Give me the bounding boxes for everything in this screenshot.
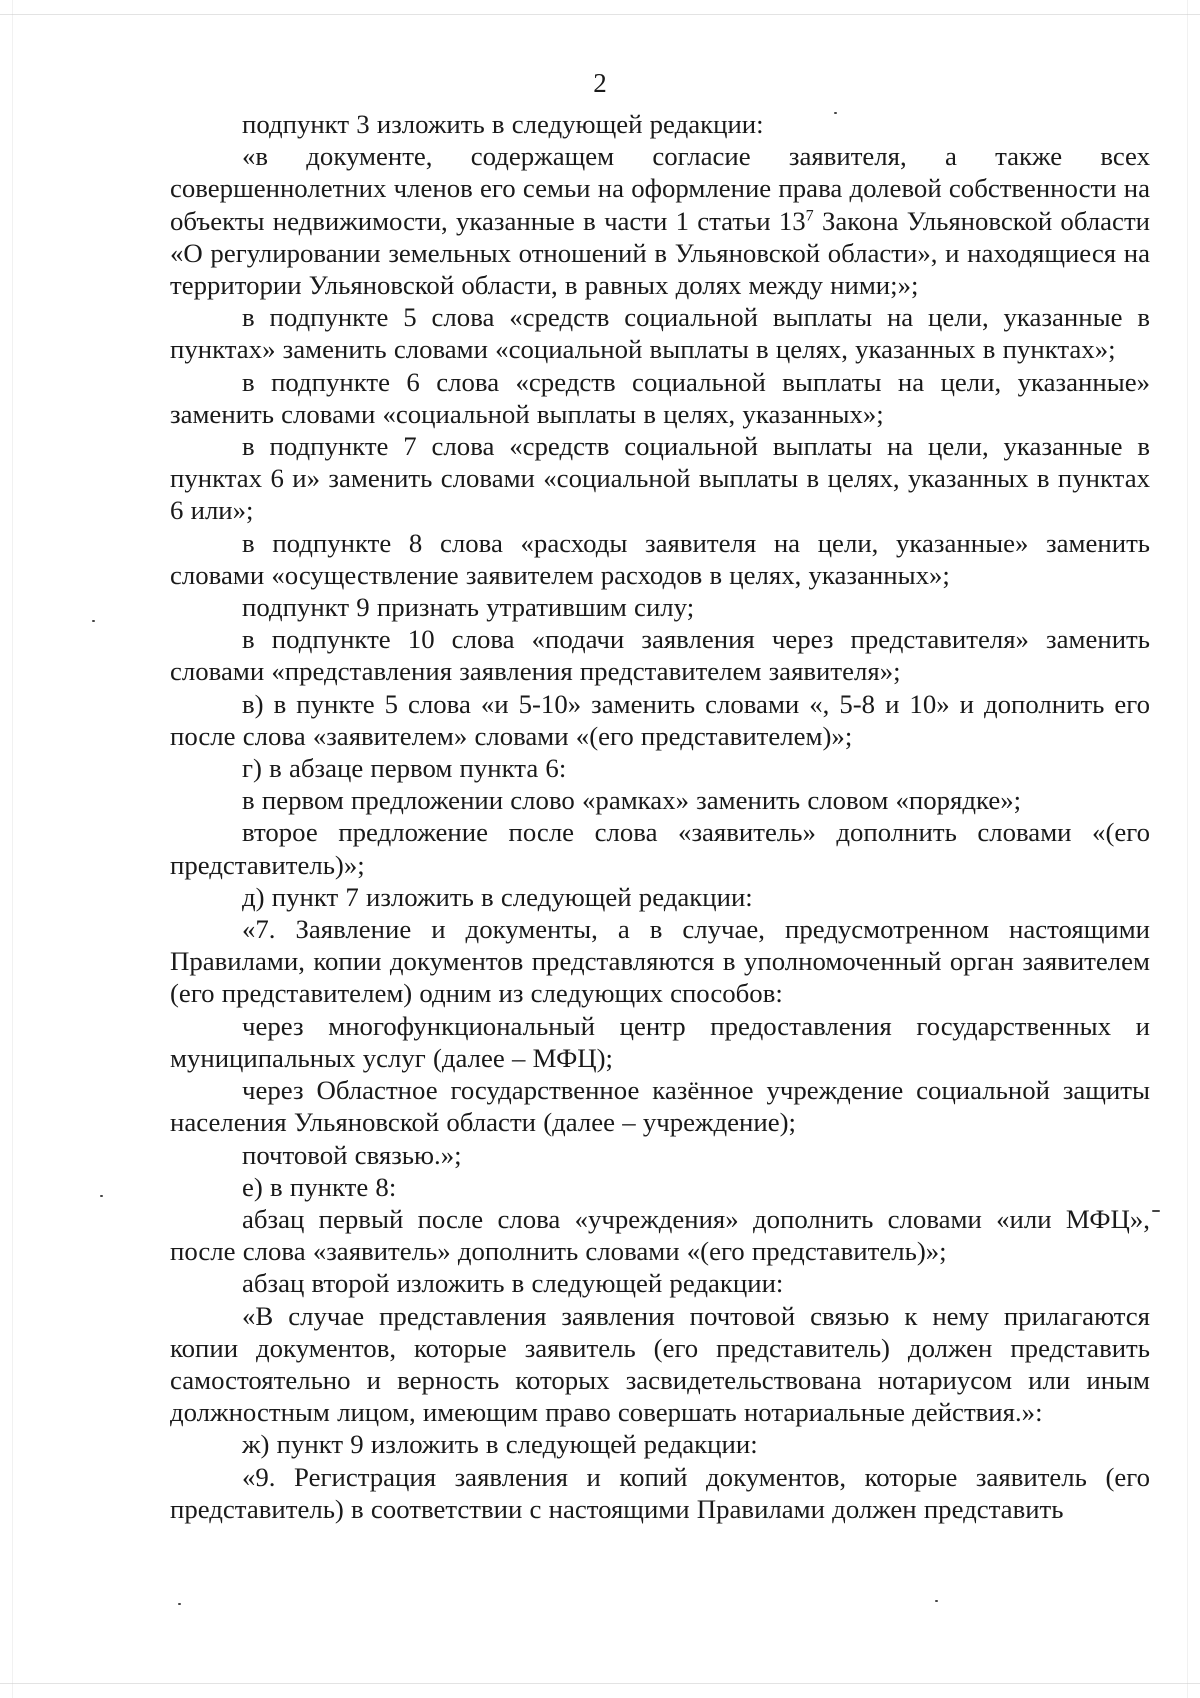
scan-speck <box>100 1195 103 1197</box>
scan-edge-right <box>1187 0 1188 1698</box>
scan-edge-left <box>12 0 13 1698</box>
paragraph-text: Закона Ульяновской области «О регулировании земельных отношений в Ульяновской области», и находящиеся на территории Ульяновской области, в равных долях между ними;»; <box>170 205 1150 301</box>
paragraph: подпункт 9 признать утратившим силу; <box>242 592 695 623</box>
document-body <box>170 108 1150 1525</box>
paragraph: е) в пункте 8: <box>242 1171 397 1202</box>
paragraph: ж) пункт 9 изложить в следующей редакции: <box>242 1429 758 1460</box>
paragraph: абзац первый после слова «учреждения» дополнить словами «или МФЦ», после слова «заявитель» дополнить словами «(его представитель)»; <box>170 1203 1150 1267</box>
paragraph: в) в пункте 5 слова «и 5-10» заменить словами «, 5-8 и 10» и дополнить его после слова «заявителем» словами «(его представителем)»; <box>170 688 1150 751</box>
paragraph: абзац второй изложить в следующей редакции: <box>242 1268 784 1299</box>
paragraph: г) в абзаце первом пункта 6: <box>242 753 567 784</box>
paragraph: в подпункте 5 слова «средств социальной выплаты на цели, указанные в пунктах» заменить словами «социальной выплаты в целях, указанных в пунктах»; <box>170 302 1150 365</box>
paragraph: «9. Регистрация заявления и копий документов, которые заявитель (его представитель) в соответствии с настоящими Правилами должен представить <box>170 1461 1150 1524</box>
paragraph: в подпункте 7 слова «средств социальной выплаты на цели, указанные в пунктах 6 и» заменить словами «социальной выплаты в целях, указанных в пунктах 6 или»; <box>170 431 1150 526</box>
paragraph: д) пункт 7 изложить в следующей редакции: <box>242 881 753 912</box>
paragraph: «7. Заявление и документы, а в случае, предусмотренном настоящими Правилами, копии документов представляются в уполномоченный орган заявителем (его представителем) одним из следующих способов: <box>170 914 1150 1009</box>
superscript: 7 <box>805 206 814 224</box>
paragraph: «В случае представления заявления почтовой связью к нему прилагаются копии документов, которые заявитель (его представитель) должен представить самостоятельно и верность которых засвидетельствована нотариусом или иным должностным лицом, имеющим право совершать нотариальные действия.»: <box>170 1300 1150 1428</box>
paragraph: в подпункте 8 слова «расходы заявителя на цели, указанные» заменить словами «осуществление заявителем расходов в целях, указанных»; <box>170 527 1150 590</box>
paragraph: в подпункте 10 слова «подачи заявления через представителя» заменить словами «представления заявления представителем заявителя»; <box>170 624 1150 687</box>
paragraph: в подпункте 6 слова «средств социальной выплаты на цели, указанные» заменить словами «социальной выплаты в целях, указанных»; <box>170 366 1150 429</box>
scan-speck <box>92 620 95 622</box>
paragraph-text: «в документе, содержащем согласие заявителя, а также всех совершеннолетних членов его семьи на оформление права долевой собственности на объекты недвижимости, указанные в части 1 статьи 13 <box>170 141 1150 236</box>
scan-speck <box>935 1600 938 1602</box>
paragraph: в первом предложении слово «рамках» заменить словом «порядке»; <box>242 785 1022 816</box>
paragraph <box>170 140 1150 301</box>
page-number: 2 <box>593 68 607 98</box>
paragraph: почтовой связью.»; <box>242 1139 462 1170</box>
paragraph: второе предложение после слова «заявитель» дополнить словами «(его представитель)»; <box>170 817 1150 880</box>
scan-speck <box>834 112 837 114</box>
scan-edge-bottom <box>0 1683 1200 1684</box>
paragraph: через Областное государственное казённое учреждение социальной защиты населения Ульяновской области (далее – учреждение); <box>170 1075 1150 1138</box>
scan-speck <box>1152 1210 1160 1212</box>
scan-edge-top <box>0 14 1200 15</box>
paragraph: подпункт 3 изложить в следующей редакции: <box>242 109 764 139</box>
scan-speck <box>178 1603 181 1605</box>
paragraph: через многофункциональный центр предоставления государственных и муниципальных услуг (далее – МФЦ); <box>170 1010 1150 1073</box>
